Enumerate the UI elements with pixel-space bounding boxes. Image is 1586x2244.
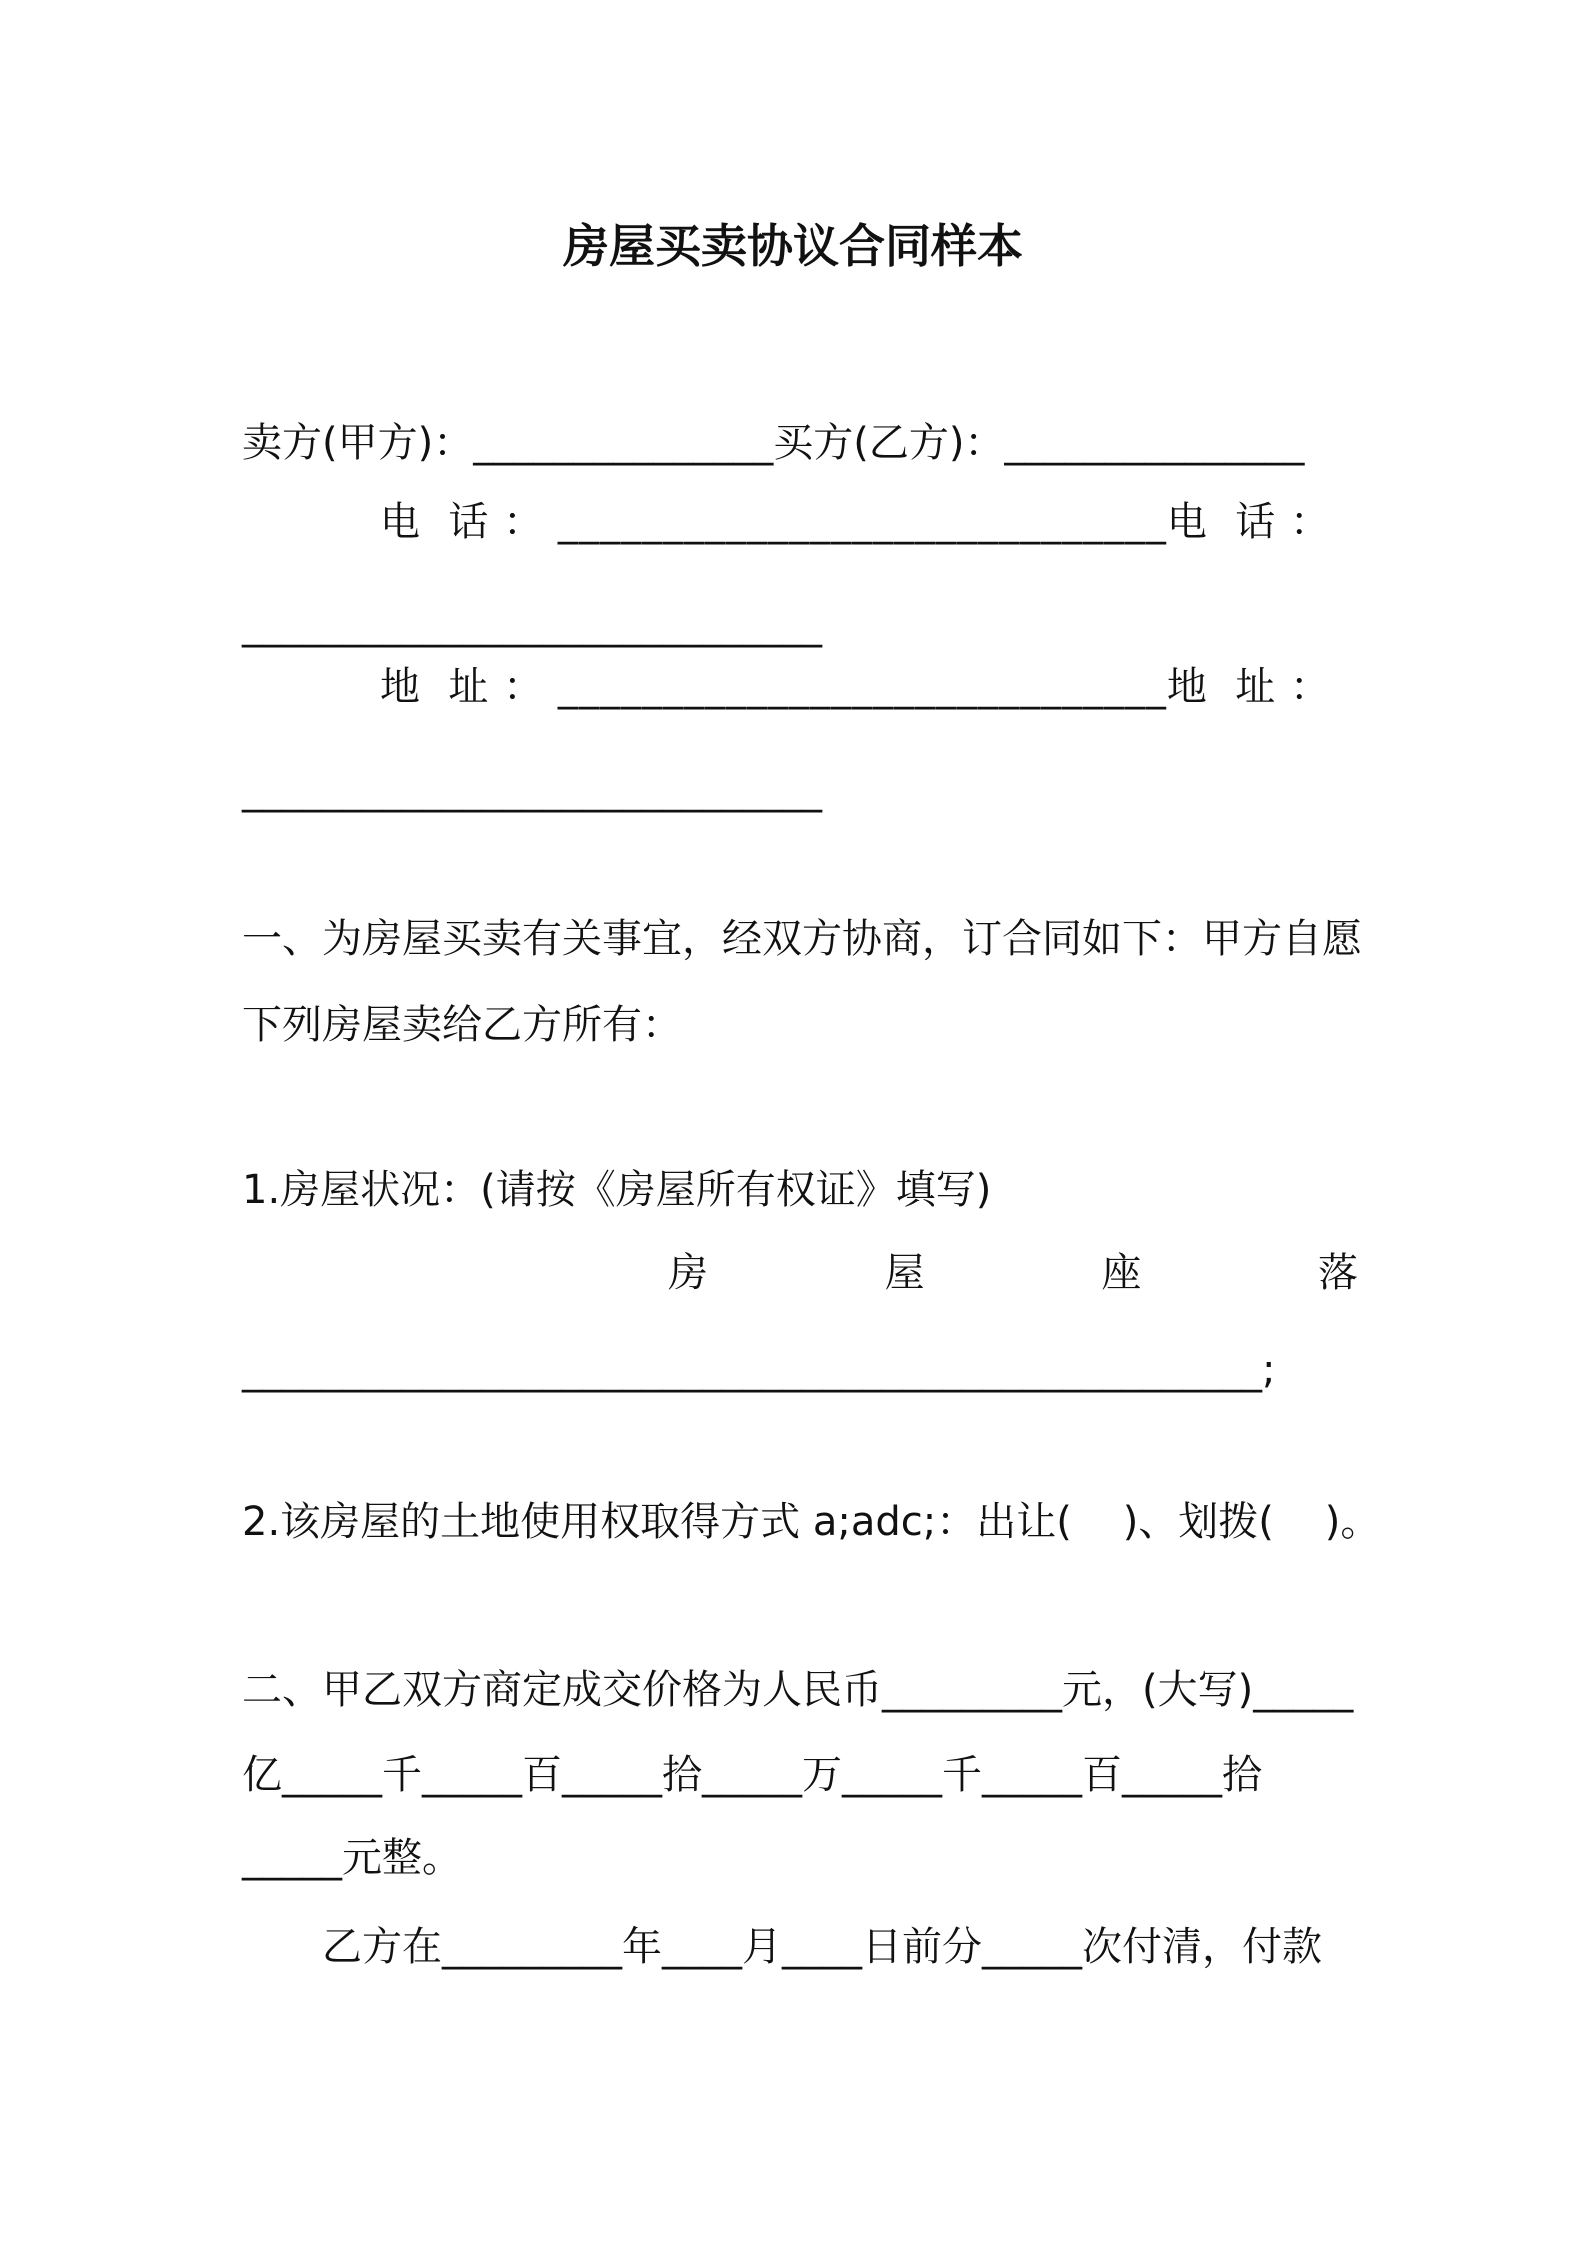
item1-char-4: 落: [1317, 1250, 1358, 1296]
section2-line1: 二、甲乙双方商定成交价格为人民币_________元，(大写)_____: [242, 1667, 1354, 1713]
parties-line: 卖方(甲方)：_______________买方(乙方)：_______________: [242, 420, 1305, 466]
item1-char-3: 座: [1101, 1250, 1142, 1296]
item1-line1: 1.房屋状况：(请按《房屋所有权证》填写): [242, 1167, 992, 1213]
payment-line: 乙方在_________年____月____日前分_____次付清，付款: [322, 1924, 1322, 1970]
phone-line: 电 话 ： _____________________________电 话 ：: [380, 499, 1332, 545]
section2-line2: 亿_____千_____百_____拾_____万_____千_____百_____拾: [242, 1752, 1262, 1798]
section1-line2: 下列房屋卖给乙方所有：: [242, 1002, 682, 1048]
address-line: 地 址 ： _____________________________地 址 ：: [380, 664, 1332, 710]
item1-line3: ___________________________________________________;: [242, 1347, 1276, 1393]
item1-char-1: 房: [668, 1250, 708, 1296]
address-line-continued: _____________________________: [242, 767, 822, 813]
item1-char-2: 屋: [884, 1250, 925, 1296]
item1-location-label: [668, 1248, 1358, 1298]
item2-line: 2.该房屋的土地使用权取得方式 a;adc;：出让( )、划拨( )。: [242, 1499, 1381, 1545]
phone-line-continued: _____________________________: [242, 602, 822, 648]
section1-line1: 一、为房屋买卖有关事宜，经双方协商，订合同如下：甲方自愿: [242, 916, 1362, 962]
section2-line3: _____元整。: [242, 1835, 462, 1881]
document-title: 房屋买卖协议合同样本: [563, 219, 1023, 273]
